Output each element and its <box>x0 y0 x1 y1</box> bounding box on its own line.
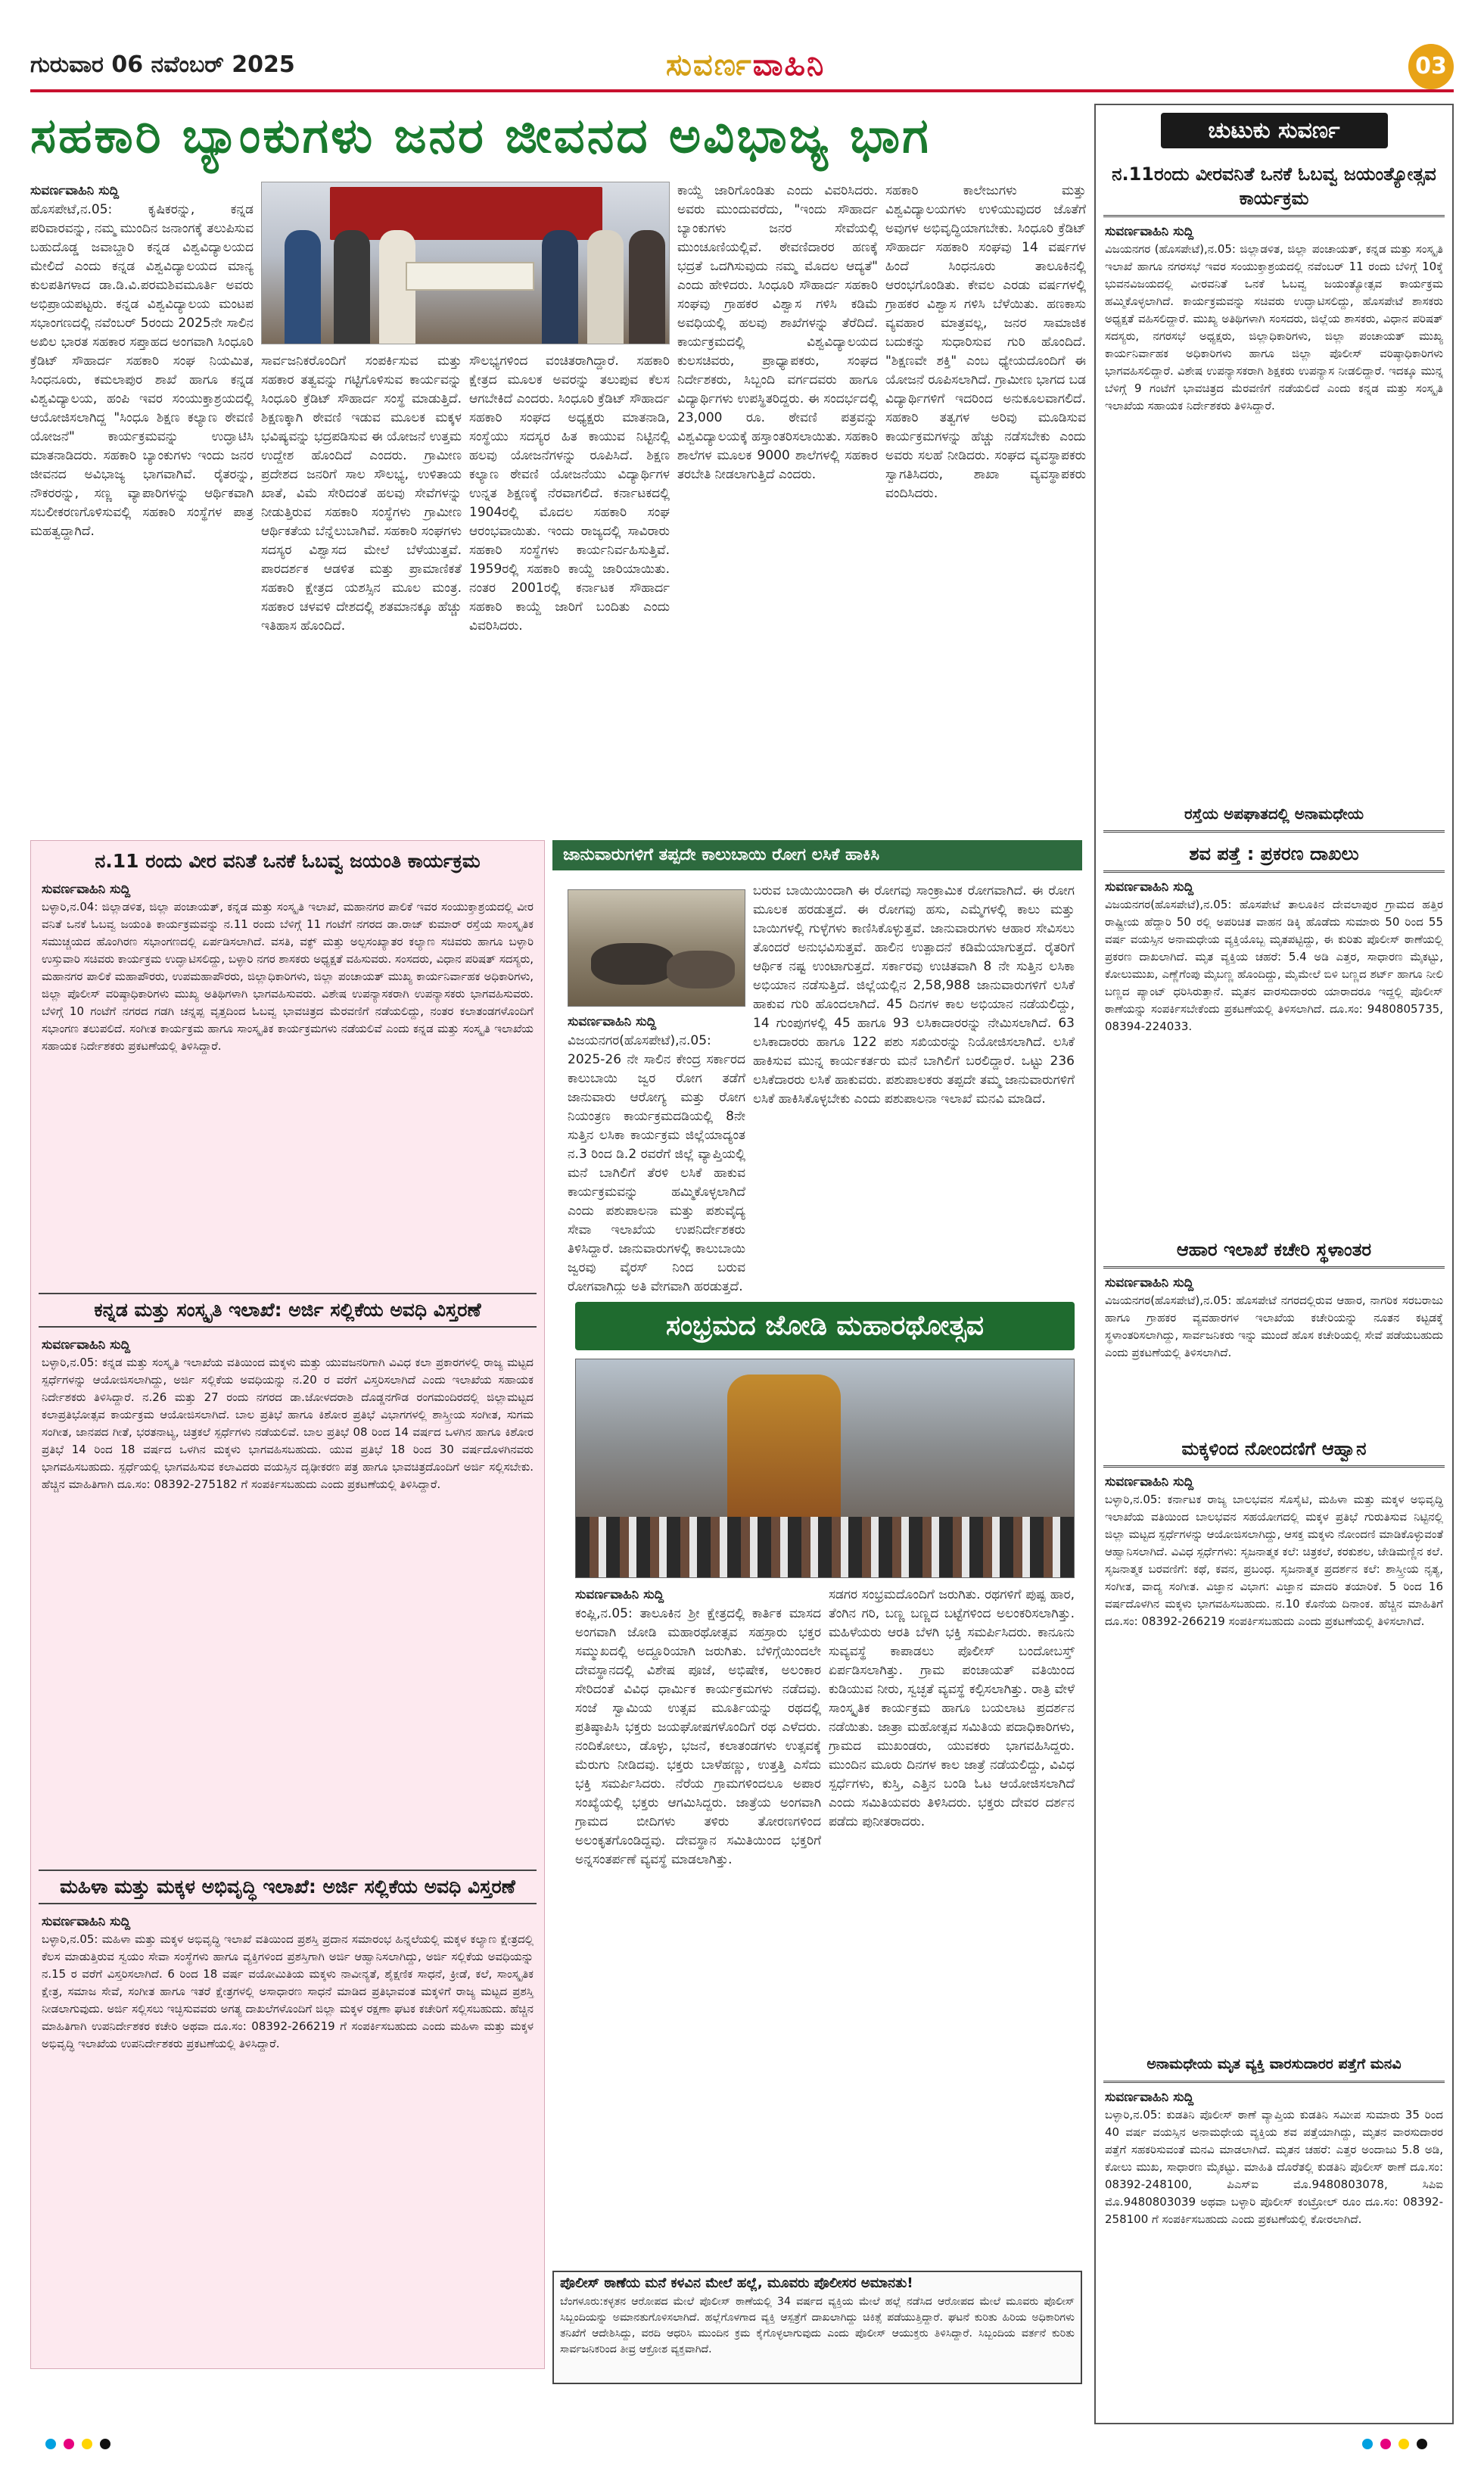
police-news-heading: ಪೊಲೀಸ್ ಠಾಣೆಯ ಮನೆ ಕಳವಿನ ಮೇಲೆ ಹಲ್ಲೆ, ಮೂವರು ಪೊಲೀಸರ ಅಮಾನತು! <box>560 2275 913 2291</box>
lead-text-3: ಸೌಲಭ್ಯಗಳಿಂದ ವಂಚಿತರಾಗಿದ್ದಾರೆ. ಸಹಕಾರಿ ಕ್ಷೇತ್ರದ ಮೂಲಕ ಅವರನ್ನು ತಲುಪುವ ಕೆಲಸ ಆಗಬೇಕಿದೆ ಎಂದರು. ಸಿಂಧೂರಿ ಕ್ರೆಡಿಟ್ ಸೌಹಾರ್ದ ಸಹಕಾರಿ ಸಂಘದ ಅಧ್ಯಕ್ಷರು ಮಾತನಾಡಿ, ಸಂಸ್ಥೆಯು ಸದಸ್ಯರ ಹಿತ ಕಾಯುವ ನಿಟ್ಟಿನಲ್ಲಿ ಹಲವು ಯೋಜನೆಗಳನ್ನು ರೂಪಿಸಿದೆ. ಶಿಕ್ಷಣ ಕಲ್ಯಾಣ ಠೇವಣಿ ಯೋಜನೆಯು ವಿದ್ಯಾರ್ಥಿಗಳ ಉನ್ನತ ಶಿಕ್ಷಣಕ್ಕೆ ನೆರವಾಗಲಿದೆ. ಕರ್ನಾಟಕದಲ್ಲಿ 1904ರಲ್ಲಿ ಮೊದಲ ಸಹಕಾರಿ ಸಂಘ ಆರಂಭವಾಯಿತು. ಇಂದು ರಾಜ್ಯದಲ್ಲಿ ಸಾವಿರಾರು ಸಹಕಾರಿ ಸಂಸ್ಥೆಗಳು ಕಾರ್ಯನಿರ್ವಹಿಸುತ್ತಿವೆ. 1959ರಲ್ಲಿ ಸಹಕಾರಿ ಕಾಯ್ದೆ ಜಾರಿಯಾಯಿತು. ನಂತರ 2001ರಲ್ಲಿ ಕರ್ನಾಟಕ ಸೌಹಾರ್ದ ಸಹಕಾರಿ ಕಾಯ್ದೆ ಜಾರಿಗೆ ಬಂದಿತು ಎಂದು ವಿವರಿಸಿದರು. <box>469 353 670 634</box>
box-body-1 <box>31 878 544 1287</box>
brief-body <box>1096 1269 1452 1427</box>
brief-text: ಬಳ್ಳಾರಿ,ನ.05: ಕರ್ನಾಟಕ ರಾಜ್ಯ ಬಾಲಭವನ ಸೊಸೈಟಿ, ಮಹಿಳಾ ಮತ್ತು ಮಕ್ಕಳ ಅಭಿವೃದ್ಧಿ ಇಲಾಖೆಯ ವತಿಯಿಂದ ಬಾಲಭವನ ಸಹಯೋಗದಲ್ಲಿ ಮಕ್ಕಳ ಪ್ರತಿಭೆ ಗುರುತಿಸುವ ನಿಟ್ಟಿನಲ್ಲಿ ಜಿಲ್ಲಾ ಮಟ್ಟದ ಸ್ಪರ್ಧೆಗಳನ್ನು ಆಯೋಜಿಸಲಾಗಿದ್ದು, ಆಸಕ್ತ ಮಕ್ಕಳು ನೋಂದಣಿ ಮಾಡಿಕೊಳ್ಳುವಂತೆ ಆಹ್ವಾನಿಸಲಾಗಿದೆ. ವಿವಿಧ ಸ್ಪರ್ಧೆಗಳು: ಸೃಜನಾತ್ಮಕ ಕಲೆ: ಚಿತ್ರಕಲೆ, ಕರಕುಶಲ, ಜೇಡಿಮಣ್ಣಿನ ಕಲೆ. ಸೃಜನಾತ್ಮಕ ಬರವಣಿಗೆ: ಕಥೆ, ಕವನ, ಪ್ರಬಂಧ. ಸೃಜನಾತ್ಮಕ ಪ್ರದರ್ಶನ ಕಲೆ: ಶಾಸ್ತ್ರೀಯ ನೃತ್ಯ, ಸಂಗೀತ, ವಾದ್ಯ ಸಂಗೀತ. ವಿಜ್ಞಾನ ವಿಭಾಗ: ವಿಜ್ಞಾನ ಮಾದರಿ ತಯಾರಿಕೆ. 5 ರಿಂದ 16 ವರ್ಷದೊಳಗಿನ ಮಕ್ಕಳು ಭಾಗವಹಿಸಬಹುದು. ನ.10 ಕೊನೆಯ ದಿನಾಂಕ. ಹೆಚ್ಚಿನ ಮಾಹಿತಿಗೆ ದೂ.ಸಂ: 08392-266219 ಸಂಪರ್ಕಿಸಬಹುದು ಎಂದು ಪ್ರಕಟಣೆಯಲ್ಲಿ ತಿಳಿಸಲಾಗಿದೆ. <box>1105 1493 1444 1628</box>
cattle-photo <box>568 889 745 1007</box>
page-number: 03 <box>1408 44 1454 89</box>
brief-byline: ಸುವರ್ಣವಾಹಿನಿ ಸುದ್ದಿ <box>1105 1474 1194 1490</box>
brief-text: ವಿಜಯನಗರ (ಹೊಸಪೇಟೆ),ನ.05: ಜಿಲ್ಲಾಡಳಿತ, ಜಿಲ್ಲಾ ಪಂಚಾಯತ್, ಕನ್ನಡ ಮತ್ತು ಸಂಸ್ಕೃತಿ ಇಲಾಖೆ ಹಾಗೂ ನಗರಸಭೆ ಇವರ ಸಂಯುಕ್ತಾಶ್ರಯದಲ್ಲಿ ನವೆಂಬರ್ 11 ರಂದು ಬೆಳಿಗ್ಗೆ 10ಕ್ಕೆ ಭುವನವಿಜಯದಲ್ಲಿ ವೀರವನಿತೆ ಒನಕೆ ಓಬವ್ವ ಜಯಂತ್ಯೋತ್ಸವ ಕಾರ್ಯಕ್ರಮ ಹಮ್ಮಿಕೊಳ್ಳಲಾಗಿದೆ. ಕಾರ್ಯಕ್ರಮವನ್ನು ಸಚಿವರು ಉದ್ಘಾಟಿಸಲಿದ್ದು, ಹೊಸಪೇಟೆ ಶಾಸಕರು ಅಧ್ಯಕ್ಷತೆ ವಹಿಸಲಿದ್ದಾರೆ. ಮುಖ್ಯ ಅತಿಥಿಗಳಾಗಿ ಸಂಸದರು, ಜಿಲ್ಲೆಯ ಶಾಸಕರು, ವಿಧಾನ ಪರಿಷತ್ ಸದಸ್ಯರು, ನಗರಸಭೆ ಅಧ್ಯಕ್ಷರು, ಜಿಲ್ಲಾಧಿಕಾರಿಗಳು, ಜಿಲ್ಲಾ ಪಂಚಾಯತ್ ಮುಖ್ಯ ಕಾರ್ಯನಿರ್ವಾಹಕ ಅಧಿಕಾರಿಗಳು ಹಾಗೂ ಜಿಲ್ಲಾ ಪೊಲೀಸ್ ವರಿಷ್ಠಾಧಿಕಾರಿಗಳು ಭಾಗವಹಿಸಲಿದ್ದಾರೆ. ವಿಶೇಷ ಉಪನ್ಯಾಸಕರಾಗಿ ಶಿಕ್ಷಕರು ಉಪನ್ಯಾಸ ನೀಡಲಿದ್ದಾರೆ. ಇದಕ್ಕೂ ಮುನ್ನ ಬೆಳಿಗ್ಗೆ 9 ಗಂಟೆಗೆ ಭಾವಚಿತ್ರದ ಮೆರವಣಿಗೆ ನಡೆಯಲಿದೆ ಎಂದು ಕನ್ನಡ ಮತ್ತು ಸಂಸ್ಕೃತಿ ಇಲಾಖೆಯ ಸಹಾಯಕ ನಿರ್ದೇಶಕರು ತಿಳಿಸಿದ್ದಾರೆ. <box>1105 242 1443 413</box>
box-byline: ಸುವರ್ಣವಾಹಿನಿ ಸುದ್ದಿ <box>42 1914 131 1929</box>
brief-body <box>1096 873 1452 1228</box>
lead-col-1 <box>30 182 254 833</box>
cow-figure <box>667 951 735 988</box>
fest-text-1: ಕಂಪ್ಲಿ,ನ.05: ತಾಲೂಕಿನ ಶ್ರೀ ಕ್ಷೇತ್ರದಲ್ಲಿ ಕಾರ್ತಿಕ ಮಾಸದ ಅಂಗವಾಗಿ ಜೋಡಿ ಮಹಾರಥೋತ್ಸವ ಸಹಸ್ರಾರು ಭಕ್ತರ ಸಮ್ಮುಖದಲ್ಲಿ ಅದ್ದೂರಿಯಾಗಿ ಜರುಗಿತು. ಬೆಳಿಗ್ಗೆಯಿಂದಲೇ ದೇವಸ್ಥಾನದಲ್ಲಿ ವಿಶೇಷ ಪೂಜೆ, ಅಭಿಷೇಕ, ಅಲಂಕಾರ ಸೇರಿದಂತೆ ವಿವಿಧ ಧಾರ್ಮಿಕ ಕಾರ್ಯಕ್ರಮಗಳು ನಡೆದವು. ಸಂಜೆ ಸ್ವಾಮಿಯ ಉತ್ಸವ ಮೂರ್ತಿಯನ್ನು ರಥದಲ್ಲಿ ಪ್ರತಿಷ್ಠಾಪಿಸಿ ಭಕ್ತರು ಜಯಘೋಷಗಳೊಂದಿಗೆ ರಥ ಎಳೆದರು. ನಂದಿಕೋಲು, ಡೊಳ್ಳು, ಭಜನೆ, ಕಲಾತಂಡಗಳು ಉತ್ಸವಕ್ಕೆ ಮೆರುಗು ನೀಡಿದವು. ಭಕ್ತರು ಬಾಳೆಹಣ್ಣು, ಉತ್ತತ್ತಿ ಎಸೆದು ಭಕ್ತಿ ಸಮರ್ಪಿಸಿದರು. ನೆರೆಯ ಗ್ರಾಮಗಳಿಂದಲೂ ಅಪಾರ ಸಂಖ್ಯೆಯಲ್ಲಿ ಭಕ್ತರು ಆಗಮಿಸಿದ್ದರು. ಜಾತ್ರೆಯ ಅಂಗವಾಗಿ ಗ್ರಾಮದ ಬೀದಿಗಳು ತಳಿರು ತೋರಣಗಳಿಂದ ಅಲಂಕೃತಗೊಂಡಿದ್ದವು. ದೇವಸ್ಥಾನ ಸಮಿತಿಯಿಂದ ಭಕ್ತರಿಗೆ ಅನ್ನಸಂತರ್ಪಣೆ ವ್ಯವಸ್ಥೆ ಮಾಡಲಾಗಿತ್ತು. <box>575 1606 821 1867</box>
cattle-col-2 <box>753 882 1075 1294</box>
box-body-3 <box>31 1910 544 2289</box>
sidebar-title: ಚುಟುಕು ಸುವರ್ಣ <box>1161 113 1388 148</box>
cattle-text-1: ವಿಜಯನಗರ(ಹೊಸಪೇಟೆ),ನ.05: 2025-26 ನೇ ಸಾಲಿನ ಕೇಂದ್ರ ಸರ್ಕಾರದ ಕಾಲುಬಾಯಿ ಜ್ವರ ರೋಗ ತಡೆಗೆ ಜಾನುವಾರು ಆರೋಗ್ಯ ಮತ್ತು ರೋಗ ನಿಯಂತ್ರಣ ಕಾರ್ಯಕ್ರಮದಡಿಯಲ್ಲಿ 8ನೇ ಸುತ್ತಿನ ಲಸಿಕಾ ಕಾರ್ಯಕ್ರಮ ಜಿಲ್ಲೆಯಾದ್ಯಂತ ನ.3 ರಿಂದ ಡಿ.2 ರವರೆಗೆ ಜಿಲ್ಲೆ ವ್ಯಾಪ್ತಿಯಲ್ಲಿ ಮನೆ ಬಾಗಿಲಿಗೆ ತೆರಳಿ ಲಸಿಕೆ ಹಾಕುವ ಕಾರ್ಯಕ್ರಮವನ್ನು ಹಮ್ಮಿಕೊಳ್ಳಲಾಗಿದೆ ಎಂದು ಪಶುಪಾಲನಾ ಮತ್ತು ಪಶುವೈದ್ಯ ಸೇವಾ ಇಲಾಖೆಯ ಉಪನಿರ್ದೇಶಕರು ತಿಳಿಸಿದ್ದಾರೆ. ಜಾನುವಾರುಗಳಲ್ಲಿ ಕಾಲುಬಾಯಿ ಜ್ವರವು ವೈರಸ್ ನಿಂದ ಬರುವ ರೋಗವಾಗಿದ್ದು ಅತಿ ವೇಗವಾಗಿ ಹರಡುತ್ತದೆ. <box>568 1033 745 1294</box>
registration-dot <box>1380 2439 1391 2449</box>
box-text-1: ಬಳ್ಳಾರಿ,ನ.04: ಜಿಲ್ಲಾಡಳಿತ, ಜಿಲ್ಲಾ ಪಂಚಾಯತ್, ಕನ್ನಡ ಮತ್ತು ಸಂಸ್ಕೃತಿ ಇಲಾಖೆ, ಮಹಾನಗರ ಪಾಲಿಕೆ ಇವರ ಸಂಯುಕ್ತಾಶ್ರಯದಲ್ಲಿ ವೀರ ವನಿತೆ ಒನಕೆ ಓಬವ್ವ ಜಯಂತಿ ಕಾರ್ಯಕ್ರಮವನ್ನು ನ.11 ರಂದು ಬೆಳಿಗ್ಗೆ 11 ಗಂಟೆಗೆ ನಗರದ ಡಾ.ರಾಜ್ ಕುಮಾರ್ ರಸ್ತೆಯ ಸಾಂಸ್ಕೃತಿಕ ಸಮುಚ್ಚಯದ ಹೊಂಗಿರಣ ಸಭಾಂಗಣದಲ್ಲಿ ಏರ್ಪಡಿಸಲಾಗಿದೆ. ವಸತಿ, ವಕ್ಫ್ ಮತ್ತು ಅಲ್ಪಸಂಖ್ಯಾತರ ಕಲ್ಯಾಣ ಸಚಿವರು ಹಾಗೂ ಬಳ್ಳಾರಿ ಉಸ್ತುವಾರಿ ಸಚಿವರು ಕಾರ್ಯಕ್ರಮ ಉದ್ಘಾಟಿಸಲಿದ್ದು, ಬಳ್ಳಾರಿ ನಗರ ಶಾಸಕರು ಅಧ್ಯಕ್ಷತೆ ವಹಿಸುವರು. ಸಂಸದರು, ವಿಧಾನ ಪರಿಷತ್ ಸದಸ್ಯರು, ಮಹಾನಗರ ಪಾಲಿಕೆ ಮಹಾಪೌರರು, ಉಪಮಹಾಪೌರರು, ಜಿಲ್ಲಾಧಿಕಾರಿಗಳು, ಜಿಲ್ಲಾ ಪಂಚಾಯತ್ ಮುಖ್ಯ ಕಾರ್ಯನಿರ್ವಾಹಕ ಅಧಿಕಾರಿಗಳು, ಜಿಲ್ಲಾ ಪೊಲೀಸ್ ವರಿಷ್ಠಾಧಿಕಾರಿಗಳು ಮುಖ್ಯ ಅತಿಥಿಗಳಾಗಿ ಭಾಗವಹಿಸುವರು. ವಿಶೇಷ ಉಪನ್ಯಾಸಕರಾಗಿ ಉಪನ್ಯಾಸಕರು ಭಾಗವಹಿಸುವರು. ಬೆಳಿಗ್ಗೆ 10 ಗಂಟೆಗೆ ನಗರದ ಗಡಗಿ ಚನ್ನಪ್ಪ ವೃತ್ತದಿಂದ ಓಬವ್ವ ಭಾವಚಿತ್ರದ ಮೆರವಣಿಗೆ ನಡೆಯಲಿದ್ದು, ನಂತರ ಕಲಾತಂಡಗಳೊಂದಿಗೆ ಸಭಾಂಗಣ ತಲುಪಲಿದೆ. ಸಂಗೀತ ಕಾರ್ಯಕ್ರಮ ಹಾಗೂ ಸಾಂಸ್ಕೃತಿಕ ಕಾರ್ಯಕ್ರಮಗಳು ನಡೆಯಲಿವೆ ಎಂದು ಕನ್ನಡ ಮತ್ತು ಸಂಸ್ಕೃತಿ ಇಲಾಖೆಯ ಸಹಾಯಕ ನಿರ್ದೇಶಕರು ಪ್ರಕಟಣೆಯಲ್ಲಿ ತಿಳಿಸಿದ್ದಾರೆ. <box>42 900 534 1053</box>
cow-figure <box>591 943 674 985</box>
brief-text: ಬಳ್ಳಾರಿ,ನ.05: ಕುಡತಿನಿ ಪೊಲೀಸ್ ಠಾಣೆ ವ್ಯಾಪ್ತಿಯ ಕುಡತಿನಿ ಸಮೀಪ ಸುಮಾರು 35 ರಿಂದ 40 ವರ್ಷ ವಯಸ್ಸಿನ ಅನಾಮಧೇಯ ವ್ಯಕ್ತಿಯ ಶವ ಪತ್ತೆಯಾಗಿದ್ದು, ಮೃತನ ವಾರಸುದಾರರ ಪತ್ತೆಗೆ ಸಹಕರಿಸುವಂತೆ ಮನವಿ ಮಾಡಲಾಗಿದೆ. ಮೃತನ ಚಹರೆ: ಎತ್ತರ ಅಂದಾಜು 5.8 ಅಡಿ, ಕೋಲು ಮುಖ, ಸಾಧಾರಣ ಮೈಕಟ್ಟು. ಮಾಹಿತಿ ದೊರೆತಲ್ಲಿ ಕುಡತಿನಿ ಪೊಲೀಸ್ ಠಾಣೆ ದೂ.ಸಂ: 08392-248100, ಪಿಎಸ್ಐ ಮೊ.9480803078, ಸಿಪಿಐ ಮೊ.9480803039 ಅಥವಾ ಬಳ್ಳಾರಿ ಪೊಲೀಸ್ ಕಂಟ್ರೋಲ್ ರೂಂ ದೂ.ಸಂ: 08392-258100 ಗೆ ಸಂಪರ್ಕಿಸಬಹುದು ಎಂದು ಪ್ರಕಟಣೆಯಲ್ಲಿ ಕೋರಲಾಗಿದೆ. <box>1105 2108 1443 2226</box>
box-byline: ಸುವರ್ಣವಾಹಿನಿ ಸುದ್ದಿ <box>42 1337 131 1353</box>
cattle-col-1 <box>568 1013 745 1294</box>
lead-col-4 <box>677 182 878 833</box>
brief-body <box>1096 217 1452 792</box>
box-body-2 <box>31 1334 544 1863</box>
registration-dot <box>64 2439 74 2449</box>
cattle-text-2: ಬರುವ ಬಾಯಿಯಿಂದಾಗಿ ಈ ರೋಗವು ಸಾಂಕ್ರಾಮಿಕ ರೋಗವಾಗಿದೆ. ಈ ರೋಗ ಮೂಲಕ ಹರಡುತ್ತದೆ. ಈ ರೋಗವು ಹಸು, ಎಮ್ಮೆಗಳಲ್ಲಿ ಕಾಲು ಮತ್ತು ಬಾಯಿಗಳಲ್ಲಿ ಗುಳ್ಳೆಗಳು ಕಾಣಿಸಿಕೊಳ್ಳುತ್ತವೆ. ಜಾನುವಾರುಗಳು ಆಹಾರ ಸೇವಿಸಲು ತೊಂದರೆ ಅನುಭವಿಸುತ್ತವೆ. ಹಾಲಿನ ಉತ್ಪಾದನೆ ಕಡಿಮೆಯಾಗುತ್ತದೆ. ರೈತರಿಗೆ ಆರ್ಥಿಕ ನಷ್ಟ ಉಂಟಾಗುತ್ತದೆ. ಸರ್ಕಾರವು ಉಚಿತವಾಗಿ 8 ನೇ ಸುತ್ತಿನ ಲಸಿಕಾ ಅಭಿಯಾನ ನಡೆಸುತ್ತಿದೆ. ಜಿಲ್ಲೆಯಲ್ಲಿನ 2,58,988 ಜಾನುವಾರುಗಳಿಗೆ ಲಸಿಕೆ ಹಾಕುವ ಗುರಿ ಹೊಂದಲಾಗಿದೆ. 45 ದಿನಗಳ ಕಾಲ ಅಭಿಯಾನ ನಡೆಯಲಿದ್ದು, 14 ಗುಂಪುಗಳಲ್ಲಿ 45 ಹಾಗೂ 93 ಲಸಿಕಾದಾರರನ್ನು ನೇಮಿಸಲಾಗಿದೆ. 63 ಲಸಿಕಾದಾರರು ಹಾಗೂ 122 ಪಶು ಸಖಿಯರನ್ನು ನಿಯೋಜಿಸಲಾಗಿದೆ. ಲಸಿಕೆ ಹಾಕಿಸುವ ಮುನ್ನ ಕಾರ್ಯಕರ್ತರು ಮನೆ ಬಾಗಿಲಿಗೆ ಬರಲಿದ್ದಾರೆ. ಒಟ್ಟು 236 ಲಸಿಕೆದಾರರು ಲಸಿಕೆ ಹಾಕುವರು. ಪಶುಪಾಲಕರು ತಪ್ಪದೇ ತಮ್ಮ ಜಾನುವಾರುಗಳಿಗೆ ಲಸಿಕೆ ಹಾಕಿಸಿಕೊಳ್ಳಬೇಕು ಎಂದು ಪಶುಪಾಲನಾ ಇಲಾಖೆ ಮನವಿ ಮಾಡಿದೆ. <box>753 883 1075 1107</box>
police-news-text: ಬೆಂಗಳೂರು:ಕಳ್ಳತನ ಆರೋಪದ ಮೇಲೆ ಪೊಲೀಸ್ ಠಾಣೆಯಲ್ಲಿ 34 ವರ್ಷದ ವ್ಯಕ್ತಿಯ ಮೇಲೆ ಹಲ್ಲೆ ನಡೆಸಿದ ಆರೋಪದ ಮೇಲೆ ಮೂವರು ಪೊಲೀಸ್ ಸಿಬ್ಬಂದಿಯನ್ನು ಅಮಾನತುಗೊಳಿಸಲಾಗಿದೆ. ಹಲ್ಲೆಗೊಳಗಾದ ವ್ಯಕ್ತಿ ಆಸ್ಪತ್ರೆಗೆ ದಾಖಲಾಗಿದ್ದು ಚಿಕಿತ್ಸೆ ಪಡೆಯುತ್ತಿದ್ದಾರೆ. ಘಟನೆ ಕುರಿತು ಹಿರಿಯ ಅಧಿಕಾರಿಗಳು ತನಿಖೆಗೆ ಆದೇಶಿಸಿದ್ದು, ವರದಿ ಆಧರಿಸಿ ಮುಂದಿನ ಕ್ರಮ ಕೈಗೊಳ್ಳಲಾಗುವುದು ಎಂದು ಪೊಲೀಸ್ ಆಯುಕ್ತರು ತಿಳಿಸಿದ್ದಾರೆ. ಸಿಬ್ಬಂದಿಯ ವರ್ತನೆ ಕುರಿತು ಸಾರ್ವಜನಿಕರಿಂದ ತೀವ್ರ ಆಕ್ರೋಶ ವ್ಯಕ್ತವಾಗಿದೆ. <box>560 2296 1075 2355</box>
cheque-board <box>406 262 534 291</box>
brief-body <box>1096 2083 1452 2416</box>
lead-photo <box>261 182 670 344</box>
cattle-headline: ಜಾನುವಾರುಗಳಿಗೆ ತಪ್ಪದೇ ಕಾಲುಬಾಯಿ ರೋಗ ಲಸಿಕೆ ಹಾಕಿಸಿ <box>552 840 1082 870</box>
box-subheading-1: ಕನ್ನಡ ಮತ್ತು ಸಂಸ್ಕೃತಿ ಇಲಾಖೆ: ಅರ್ಜಿ ಸಲ್ಲಿಕೆಯ ಅವಧಿ ವಿಸ್ತರಣೆ <box>39 1293 537 1328</box>
brief-heading: ಮಕ್ಕಳಿಂದ ನೋಂದಣಿಗೆ ಆಹ್ವಾನ <box>1103 1427 1445 1468</box>
lead-col-5 <box>885 182 1086 833</box>
festival-photo <box>575 1359 1075 1578</box>
registration-dot <box>1398 2439 1409 2449</box>
brief-body <box>1096 1468 1452 2043</box>
brief-byline: ಸುವರ್ಣವಾಹಿನಿ ಸುದ್ದಿ <box>1105 1275 1194 1290</box>
brief-byline: ಸುವರ್ಣವಾಹಿನಿ ಸುದ್ದಿ <box>1105 224 1194 239</box>
person-figure <box>542 230 578 344</box>
registration-dot <box>45 2439 56 2449</box>
lead-col-3 <box>469 352 670 833</box>
fest-col-1 <box>575 1586 821 2263</box>
brief-text: ವಿಜಯನಗರ(ಹೊಸಪೇಟೆ),ನ.05: ಹೊಸಪೇಟೆ ತಾಲೂಕಿನ ದೇವಲಾಪುರ ಗ್ರಾಮದ ಹತ್ತಿರ ರಾಷ್ಟ್ರೀಯ ಹೆದ್ದಾರಿ 50 ರಲ್ಲಿ ಅಪರಿಚಿತ ವಾಹನ ಡಿಕ್ಕಿ ಹೊಡೆದು ಸುಮಾರು 50 ರಿಂದ 55 ವರ್ಷ ವಯಸ್ಸಿನ ಅನಾಮಧೇಯ ವ್ಯಕ್ತಿಯೊಬ್ಬ ಮೃತಪಟ್ಟಿದ್ದು, ಈ ಕುರಿತು ಪೊಲೀಸ್ ಠಾಣೆಯಲ್ಲಿ ಪ್ರಕರಣ ದಾಖಲಾಗಿದೆ. ಮೃತ ವ್ಯಕ್ತಿಯ ಚಹರೆ: 5.4 ಅಡಿ ಎತ್ತರ, ಸಾಧಾರಣ ಮೈಕಟ್ಟು, ಕೋಲುಮುಖ, ಎಣ್ಣೆಗೆಂಪು ಮೈಬಣ್ಣ ಹೊಂದಿದ್ದು, ಮೈಮೇಲೆ ಬಿಳಿ ಬಣ್ಣದ ಶರ್ಟ್ ಹಾಗೂ ನೀಲಿ ಬಣ್ಣದ ಪ್ಯಾಂಟ್ ಧರಿಸಿರುತ್ತಾನೆ. ಮೃತನ ವಾರಸುದಾರರು ಯಾರಾದರೂ ಇದ್ದಲ್ಲಿ ಪೊಲೀಸ್ ಠಾಣೆಯನ್ನು ಸಂಪರ್ಕಿಸಬೇಕೆಂದು ಪ್ರಕಟಣೆಯಲ್ಲಿ ತಿಳಿಸಲಾಗಿದೆ. ದೂ.ಸಂ: 9480805735, 08394-224033. <box>1105 898 1443 1033</box>
obavva-jayanti-box <box>30 840 545 2369</box>
crowd-figure <box>576 1517 1075 1577</box>
box-heading: ನ.11 ರಂದು ವೀರ ವನಿತೆ ಒನಕೆ ಓಬವ್ವ ಜಯಂತಿ ಕಾರ್ಯಕ್ರಮ <box>95 850 481 872</box>
registration-dot <box>100 2439 110 2449</box>
lead-byline: ಸುವರ್ಣವಾಹಿನಿ ಸುದ್ದಿ <box>30 183 120 198</box>
masthead <box>30 47 1454 92</box>
fest-text-2: ಸಡಗರ ಸಂಭ್ರಮದೊಂದಿಗೆ ಜರುಗಿತು. ರಥಗಳಿಗೆ ಪುಷ್ಪ ಹಾರ, ತೆಂಗಿನ ಗರಿ, ಬಣ್ಣ ಬಣ್ಣದ ಬಟ್ಟೆಗಳಿಂದ ಅಲಂಕರಿಸಲಾಗಿತ್ತು. ಮಹಿಳೆಯರು ಆರತಿ ಬೆಳಗಿ ಭಕ್ತಿ ಸಮರ್ಪಿಸಿದರು. ಕಾನೂನು ಸುವ್ಯವಸ್ಥೆ ಕಾಪಾಡಲು ಪೊಲೀಸ್ ಬಂದೋಬಸ್ತ್ ಏರ್ಪಡಿಸಲಾಗಿತ್ತು. ಗ್ರಾಮ ಪಂಚಾಯತ್ ವತಿಯಿಂದ ಕುಡಿಯುವ ನೀರು, ಸ್ವಚ್ಛತೆ ವ್ಯವಸ್ಥೆ ಕಲ್ಪಿಸಲಾಗಿತ್ತು. ರಾತ್ರಿ ವೇಳೆ ಸಾಂಸ್ಕೃತಿಕ ಕಾರ್ಯಕ್ರಮ ಹಾಗೂ ಬಯಲಾಟ ಪ್ರದರ್ಶನ ನಡೆಯಿತು. ಜಾತ್ರಾ ಮಹೋತ್ಸವ ಸಮಿತಿಯ ಪದಾಧಿಕಾರಿಗಳು, ಗ್ರಾಮದ ಮುಖಂಡರು, ಯುವಕರು ಭಾಗವಹಿಸಿದ್ದರು. ಮುಂದಿನ ಮೂರು ದಿನಗಳ ಕಾಲ ಜಾತ್ರೆ ನಡೆಯಲಿದ್ದು, ವಿವಿಧ ಸ್ಪರ್ಧೆಗಳು, ಕುಸ್ತಿ, ಎತ್ತಿನ ಬಂಡಿ ಓಟ ಆಯೋಜಿಸಲಾಗಿದೆ ಎಂದು ಸಮಿತಿಯವರು ತಿಳಿಸಿದರು. ಭಕ್ತರು ದೇವರ ದರ್ಶನ ಪಡೆದು ಪುನೀತರಾದರು. <box>829 1587 1075 1829</box>
sidebar-briefs <box>1094 104 1454 2424</box>
brand-right: ವಾಹಿನಿ <box>752 47 826 83</box>
person-figure <box>629 230 665 344</box>
lead-text-1: ಹೊಸಪೇಟೆ,ನ.05: ಕೃಷಿಕರನ್ನು, ಕನ್ನಡ ಪರಿವಾರವನ್ನು, ನಮ್ಮ ಮುಂದಿನ ಜನಾಂಗಕ್ಕೆ ತಲುಪಿಸುವ ಬಹುದೊಡ್ಡ ಜವಾಬ್ದಾರಿ ಕನ್ನಡ ವಿಶ್ವವಿದ್ಯಾಲಯದ ಮೇಲಿದೆ ಎಂದು ಕನ್ನಡ ವಿಶ್ವವಿದ್ಯಾಲಯದ ಮಾನ್ಯ ಕುಲಪತಿಗಳಾದ ಡಾ.ಡಿ.ವಿ.ಪರಮಶಿವಮೂರ್ತಿ ಅವರು ಅಭಿಪ್ರಾಯಪಟ್ಟರು. ಕನ್ನಡ ವಿಶ್ವವಿದ್ಯಾಲಯ ಮಂಟಪ ಸಭಾಂಗಣದಲ್ಲಿ ನವೆಂಬರ್ 5ರಂದು 2025ನೇ ಸಾಲಿನ ಅಖಿಲ ಭಾರತ ಸಹಕಾರ ಸಪ್ತಾಹದ ಅಂಗವಾಗಿ ಸಿಂಧೂರಿ ಕ್ರೆಡಿಟ್ ಸೌಹಾರ್ದ ಸಹಕಾರಿ ಸಂಘ ನಿಯಮಿತ, ಸಿಂಧನೂರು, ಕಮಲಾಪುರ ಶಾಖೆ ಹಾಗೂ ಕನ್ನಡ ವಿಶ್ವವಿದ್ಯಾಲಯ, ಹಂಪಿ ಇವರ ಸಂಯುಕ್ತಾಶ್ರಯದಲ್ಲಿ ಆಯೋಜಿಸಲಾಗಿದ್ದ "ಸಿಂಧೂ ಶಿಕ್ಷಣ ಕಲ್ಯಾಣ ಠೇವಣಿ ಯೋಜನೆ" ಕಾರ್ಯಕ್ರಮವನ್ನು ಉದ್ಘಾಟಿಸಿ ಮಾತನಾಡಿದರು. ಸಹಕಾರಿ ಬ್ಯಾಂಕುಗಳು ಇಂದು ಜನರ ಜೀವನದ ಅವಿಭಾಜ್ಯ ಭಾಗವಾಗಿವೆ. ರೈತರನ್ನು, ನೌಕರರನ್ನು, ಸಣ್ಣ ವ್ಯಾಪಾರಿಗಳನ್ನು ಆರ್ಥಿಕವಾಗಿ ಸಬಲೀಕರಣಗೊಳಿಸುವಲ್ಲಿ ಸಹಕಾರಿ ಸಂಸ್ಥೆಗಳ ಪಾತ್ರ ಮಹತ್ವದ್ದಾಗಿದೆ. <box>30 202 254 539</box>
brief-text: ವಿಜಯನಗರ(ಹೊಸಪೇಟೆ),ನ.05: ಹೊಸಪೇಟೆ ನಗರದಲ್ಲಿರುವ ಆಹಾರ, ನಾಗರಿಕ ಸರಬರಾಜು ಹಾಗೂ ಗ್ರಾಹಕರ ವ್ಯವಹಾರಗಳ ಇಲಾಖೆಯ ಕಚೇರಿಯನ್ನು ನೂತನ ಕಟ್ಟಡಕ್ಕೆ ಸ್ಥಳಾಂತರಿಸಲಾಗಿದ್ದು, ಸಾರ್ವಜನಿಕರು ಇನ್ನು ಮುಂದೆ ಹೊಸ ಕಚೇರಿಯಲ್ಲಿ ಸೇವೆ ಪಡೆಯಬಹುದು ಎಂದು ಪ್ರಕಟಣೆಯಲ್ಲಿ ತಿಳಿಸಲಾಗಿದೆ. <box>1105 1294 1443 1359</box>
brief-heading: ಅನಾಮಧೇಯ ಮೃತ ವ್ಯಕ್ತಿ ವಾರಸುದಾರರ ಪತ್ತೆಗೆ ಮನವಿ <box>1103 2043 1445 2083</box>
lead-text-4: ಕಾಯ್ದೆ ಜಾರಿಗೊಂಡಿತು ಎಂದು ವಿವರಿಸಿದರು. ಅವರು ಮುಂದುವರೆದು, "ಇಂದು ಸೌಹಾರ್ದ ಬ್ಯಾಂಕುಗಳು ಜನರ ಸೇವೆಯಲ್ಲಿ ಮುಂಚೂಣಿಯಲ್ಲಿವೆ. ಠೇವಣಿದಾರರ ಹಣಕ್ಕೆ ಭದ್ರತೆ ಒದಗಿಸುವುದು ನಮ್ಮ ಮೊದಲ ಆದ್ಯತೆ" ಎಂದು ಹೇಳಿದರು. ಸಿಂಧೂರಿ ಸೌಹಾರ್ದ ಸಹಕಾರಿ ಸಂಘವು ಗ್ರಾಹಕರ ವಿಶ್ವಾಸ ಗಳಿಸಿ ಕಡಿಮೆ ಅವಧಿಯಲ್ಲಿ ಹಲವು ಶಾಖೆಗಳನ್ನು ತೆರೆದಿದೆ. ಕಾರ್ಯಕ್ರಮದಲ್ಲಿ ವಿಶ್ವವಿದ್ಯಾಲಯದ ಕುಲಸಚಿವರು, ಪ್ರಾಧ್ಯಾಪಕರು, ಸಂಘದ ನಿರ್ದೇಶಕರು, ಸಿಬ್ಬಂದಿ ವರ್ಗದವರು ಹಾಗೂ ವಿದ್ಯಾರ್ಥಿಗಳು ಉಪಸ್ಥಿತರಿದ್ದರು. ಈ ಸಂದರ್ಭದಲ್ಲಿ 23,000 ರೂ. ಠೇವಣಿ ಪತ್ರವನ್ನು ವಿಶ್ವವಿದ್ಯಾಲಯಕ್ಕೆ ಹಸ್ತಾಂತರಿಸಲಾಯಿತು. ಸಹಕಾರಿ ಶಾಲೆಗಳ ಮೂಲಕ 9000 ಶಾಲೆಗಳಲ್ಲಿ ಸಹಕಾರ ತರಬೇತಿ ನೀಡಲಾಗುತ್ತಿದೆ ಎಂದರು. <box>677 183 878 482</box>
brief-byline: ಸುವರ್ಣವಾಹಿನಿ ಸುದ್ದಿ <box>1105 2090 1194 2105</box>
person-figure <box>587 230 624 344</box>
box-text-3: ಬಳ್ಳಾರಿ,ನ.05: ಮಹಿಳಾ ಮತ್ತು ಮಕ್ಕಳ ಅಭಿವೃದ್ಧಿ ಇಲಾಖೆ ವತಿಯಿಂದ ಪ್ರಶಸ್ತಿ ಪ್ರದಾನ ಸಮಾರಂಭ ಹಿನ್ನಲೆಯಲ್ಲಿ ಮಕ್ಕಳ ಕಲ್ಯಾಣ ಕ್ಷೇತ್ರದಲ್ಲಿ ಕೆಲಸ ಮಾಡುತ್ತಿರುವ ಸ್ವಯಂ ಸೇವಾ ಸಂಸ್ಥೆಗಳು ಹಾಗೂ ವ್ಯಕ್ತಿಗಳಿಂದ ಪ್ರಶಸ್ತಿಗಾಗಿ ಅರ್ಜಿ ಆಹ್ವಾನಿಸಲಾಗಿದ್ದು, ಅರ್ಜಿ ಸಲ್ಲಿಕೆಯ ಅವಧಿಯನ್ನು ನ.15 ರ ವರೆಗೆ ವಿಸ್ತರಿಸಲಾಗಿದೆ. 6 ರಿಂದ 18 ವರ್ಷ ವಯೋಮಿತಿಯ ಮಕ್ಕಳು ನಾವೀನ್ಯತೆ, ಶೈಕ್ಷಣಿಕ ಸಾಧನೆ, ಕ್ರೀಡೆ, ಕಲೆ, ಸಾಂಸ್ಕೃತಿಕ ಕ್ಷೇತ್ರ, ಸಮಾಜ ಸೇವೆ, ಸಂಗೀತ ಹಾಗೂ ಇತರೆ ಕ್ಷೇತ್ರಗಳಲ್ಲಿ ಅಸಾಧಾರಣ ಸಾಧನೆ ಮಾಡಿದ ಪ್ರತಿಭಾವಂತ ಮಕ್ಕಳಿಗೆ ರಾಜ್ಯ ಮಟ್ಟದ ಪ್ರಶಸ್ತಿ ನೀಡಲಾಗುವುದು. ಅರ್ಜಿ ಸಲ್ಲಿಸಲು ಇಚ್ಛಿಸುವವರು ಅಗತ್ಯ ದಾಖಲೆಗಳೊಂದಿಗೆ ಜಿಲ್ಲಾ ಮಕ್ಕಳ ರಕ್ಷಣಾ ಘಟಕ ಕಚೇರಿಗೆ ಸಲ್ಲಿಸಬಹುದು. ಹೆಚ್ಚಿನ ಮಾಹಿತಿಗಾಗಿ ಉಪನಿರ್ದೇಶಕರ ಕಚೇರಿ ಅಥವಾ ದೂ.ಸಂ: 08392-266219 ಗೆ ಸಂಪರ್ಕಿಸಬಹುದು ಎಂದು ಮಹಿಳಾ ಮತ್ತು ಮಕ್ಕಳ ಅಭಿವೃದ್ಧಿ ಇಲಾಖೆಯ ಉಪನಿರ್ದೇಶಕರು ಪ್ರಕಟಣೆಯಲ್ಲಿ ತಿಳಿಸಿದ್ದಾರೆ. <box>42 1932 534 2050</box>
newspaper-logo <box>666 47 825 83</box>
brand-left: ಸುವರ್ಣ <box>666 47 753 83</box>
fest-col-2 <box>829 1586 1075 2263</box>
registration-dot <box>82 2439 92 2449</box>
brief-byline: ಸುವರ್ಣವಾಹಿನಿ ಸುದ್ದಿ <box>1105 880 1194 895</box>
police-news-box <box>552 2271 1082 2384</box>
registration-dot <box>1362 2439 1373 2449</box>
lead-col-2 <box>261 352 462 833</box>
brief-kicker: ರಸ್ತೆಯ ಅಪಘಾತದಲ್ಲಿ ಅನಾಮಧೇಯ <box>1103 792 1445 833</box>
brief-heading: ಆಹಾರ ಇಲಾಖೆ ಕಚೇರಿ ಸ್ಥಳಾಂತರ <box>1103 1228 1445 1269</box>
lead-text-2: ಸಾರ್ವಜನಿಕರೊಂದಿಗೆ ಸಂಪರ್ಕಿಸುವ ಮತ್ತು ಸಹಕಾರ ತತ್ವವನ್ನು ಗಟ್ಟಿಗೊಳಿಸುವ ಕಾರ್ಯವನ್ನು ಸಿಂಧೂರಿ ಕ್ರೆಡಿಟ್ ಸೌಹಾರ್ದ ಸಂಸ್ಥೆ ಮಾಡುತ್ತಿದೆ. ಶಿಕ್ಷಣಕ್ಕಾಗಿ ಠೇವಣಿ ಇಡುವ ಮೂಲಕ ಮಕ್ಕಳ ಭವಿಷ್ಯವನ್ನು ಭದ್ರಪಡಿಸುವ ಈ ಯೋಜನೆ ಉತ್ತಮ ಉದ್ದೇಶ ಹೊಂದಿದೆ ಎಂದರು. ಗ್ರಾಮೀಣ ಪ್ರದೇಶದ ಜನರಿಗೆ ಸಾಲ ಸೌಲಭ್ಯ, ಉಳಿತಾಯ ಖಾತೆ, ವಿಮೆ ಸೇರಿದಂತೆ ಹಲವು ಸೇವೆಗಳನ್ನು ನೀಡುತ್ತಿರುವ ಸಹಕಾರಿ ಸಂಸ್ಥೆಗಳು ಗ್ರಾಮೀಣ ಆರ್ಥಿಕತೆಯ ಬೆನ್ನೆಲುಬಾಗಿವೆ. ಸಹಕಾರಿ ಸಂಘಗಳು ಸದಸ್ಯರ ವಿಶ್ವಾಸದ ಮೇಲೆ ಬೆಳೆಯುತ್ತವೆ. ಪಾರದರ್ಶಕ ಆಡಳಿತ ಮತ್ತು ಪ್ರಾಮಾಣಿಕತೆ ಸಹಕಾರಿ ಕ್ಷೇತ್ರದ ಯಶಸ್ಸಿನ ಮೂಲ ಮಂತ್ರ. ಸಹಕಾರ ಚಳವಳಿ ದೇಶದಲ್ಲಿ ಶತಮಾನಕ್ಕೂ ಹೆಚ್ಚು ಇತಿಹಾಸ ಹೊಂದಿದೆ. <box>261 353 462 634</box>
person-figure <box>285 230 321 344</box>
box-byline: ಸುವರ್ಣವಾಹಿನಿ ಸುದ್ದಿ <box>42 882 131 897</box>
lead-text-5: ಸಹಕಾರಿ ಕಾಲೇಜುಗಳು ಮತ್ತು ವಿಶ್ವವಿದ್ಯಾಲಯಗಳು ಉಳಿಯುವುದರ ಜೊತೆಗೆ ಅವುಗಳ ಅಭಿವೃದ್ಧಿಯಾಗಬೇಕು. ಸಿಂಧೂರಿ ಕ್ರೆಡಿಟ್ ಸೌಹಾರ್ದ ಸಹಕಾರಿ ಸಂಘವು 14 ವರ್ಷಗಳ ಹಿಂದೆ ಸಿಂಧನೂರು ತಾಲೂಕಿನಲ್ಲಿ ಆರಂಭಗೊಂಡಿತು. ಕೇವಲ ಎರಡು ವರ್ಷಗಳಲ್ಲಿ ಗ್ರಾಹಕರ ವಿಶ್ವಾಸ ಗಳಿಸಿ ಬೆಳೆಯಿತು. ಹಣಕಾಸು ವ್ಯವಹಾರ ಮಾತ್ರವಲ್ಲ, ಜನರ ಸಾಮಾಜಿಕ ಬದುಕನ್ನು ಸುಧಾರಿಸುವ ಗುರಿ ಹೊಂದಿದೆ. "ಶಿಕ್ಷಣವೇ ಶಕ್ತಿ" ಎಂಬ ಧ್ಯೇಯದೊಂದಿಗೆ ಈ ಯೋಜನೆ ರೂಪಿಸಲಾಗಿದೆ. ಗ್ರಾಮೀಣ ಭಾಗದ ಬಡ ವಿದ್ಯಾರ್ಥಿಗಳಿಗೆ ಇದರಿಂದ ಅನುಕೂಲವಾಗಲಿದೆ. ಸಹಕಾರಿ ತತ್ವಗಳ ಅರಿವು ಮೂಡಿಸುವ ಕಾರ್ಯಕ್ರಮಗಳನ್ನು ಹೆಚ್ಚು ನಡೆಸಬೇಕು ಎಂದು ಅವರು ಸಲಹೆ ನೀಡಿದರು. ಸಂಘದ ವ್ಯವಸ್ಥಾಪಕರು ಸ್ವಾಗತಿಸಿದರು, ಶಾಖಾ ವ್ಯವಸ್ಥಾಪಕರು ವಂದಿಸಿದರು. <box>885 183 1086 501</box>
main-headline: ಸಹಕಾರಿ ಬ್ಯಾಂಕುಗಳು ಜನರ ಜೀವನದ ಅವಿಭಾಜ್ಯ ಭಾಗ <box>30 107 931 164</box>
brief-heading: ನ.11ರಂದು ವೀರವನಿತೆ ಒನಕೆ ಓಬವ್ವ ಜಯಂತ್ಯೋತ್ಸವ ಕಾರ್ಯಕ್ರಮ <box>1103 153 1445 217</box>
registration-dot <box>1417 2439 1427 2449</box>
cattle-byline: ಸುವರ್ಣವಾಹಿನಿ ಸುದ್ದಿ <box>568 1014 657 1029</box>
fest-byline: ಸುವರ್ಣವಾಹಿನಿ ಸುದ್ದಿ <box>575 1587 664 1602</box>
box-subheading-2: ಮಹಿಳಾ ಮತ್ತು ಮಕ್ಕಳ ಅಭಿವೃದ್ಧಿ ಇಲಾಖೆ: ಅರ್ಜಿ ಸಲ್ಲಿಕೆಯ ಅವಧಿ ವಿಸ್ತರಣೆ <box>39 1870 537 1904</box>
box-text-2: ಬಳ್ಳಾರಿ,ನ.05: ಕನ್ನಡ ಮತ್ತು ಸಂಸ್ಕೃತಿ ಇಲಾಖೆಯ ವತಿಯಿಂದ ಮಕ್ಕಳು ಮತ್ತು ಯುವಜನರಿಗಾಗಿ ವಿವಿಧ ಕಲಾ ಪ್ರಕಾರಗಳಲ್ಲಿ ರಾಜ್ಯ ಮಟ್ಟದ ಸ್ಪರ್ಧೆಗಳನ್ನು ಆಯೋಜಿಸಲಾಗಿದ್ದು, ಅರ್ಜಿ ಸಲ್ಲಿಕೆಯ ಅವಧಿಯನ್ನು ನ.20 ರ ವರೆಗೆ ವಿಸ್ತರಿಸಲಾಗಿದೆ ಎಂದು ಇಲಾಖೆಯ ಸಹಾಯಕ ನಿರ್ದೇಶಕರು ತಿಳಿಸಿದ್ದಾರೆ. ನ.26 ಮತ್ತು 27 ರಂದು ನಗರದ ಡಾ.ಜೋಳದರಾಶಿ ದೊಡ್ಡನಗೌಡ ರಂಗಮಂದಿರದಲ್ಲಿ ಜಿಲ್ಲಾಮಟ್ಟದ ಕಲಾಪ್ರತಿಭೋತ್ಸವ ಕಾರ್ಯಕ್ರಮ ಆಯೋಜಿಸಲಾಗಿದೆ. ಬಾಲ ಪ್ರತಿಭೆ ಹಾಗೂ ಕಿಶೋರ ಪ್ರತಿಭೆ ವಿಭಾಗಗಳಲ್ಲಿ ಶಾಸ್ತ್ರೀಯ ಸಂಗೀತ, ಸುಗಮ ಸಂಗೀತ, ಜಾನಪದ ಗೀತೆ, ಭರತನಾಟ್ಯ, ಚಿತ್ರಕಲೆ ಸ್ಪರ್ಧೆಗಳು ನಡೆಯಲಿವೆ. ಬಾಲ ಪ್ರತಿಭೆ 08 ರಿಂದ 14 ವರ್ಷದ ಒಳಗಿನ ಹಾಗೂ ಕಿಶೋರ ಪ್ರತಿಭೆ 14 ರಿಂದ 18 ವರ್ಷದ ಒಳಗಿನ ಮಕ್ಕಳು ಭಾಗವಹಿಸಬಹುದು. ಯುವ ಪ್ರತಿಭೆ 18 ರಿಂದ 30 ವರ್ಷದೊಳಗಿನವರು ಭಾಗವಹಿಸಬಹುದು. ಸ್ಪರ್ಧೆಯಲ್ಲಿ ಭಾಗವಹಿಸುವ ಕಲಾವಿದರು ವಯಸ್ಸಿನ ದೃಢೀಕರಣ ಪತ್ರ ಹಾಗೂ ಭಾವಚಿತ್ರದೊಂದಿಗೆ ಅರ್ಜಿ ಸಲ್ಲಿಸಬೇಕು. ಹೆಚ್ಚಿನ ಮಾಹಿತಿಗಾಗಿ ದೂ.ಸಂ: 08392-275182 ಗೆ ಸಂಪರ್ಕಿಸಬಹುದು ಎಂದು ಪ್ರಕಟಣೆಯಲ್ಲಿ ತಿಳಿಸಿದ್ದಾರೆ. <box>42 1356 534 1491</box>
person-figure <box>334 230 370 344</box>
festival-banner: ಸಂಭ್ರಮದ ಜೋಡಿ ಮಹಾರಥೋತ್ಸವ <box>575 1302 1075 1350</box>
issue-date: ಗುರುವಾರ 06 ನವೆಂಬರ್ 2025 <box>30 51 295 78</box>
brief-heading: ಶವ ಪತ್ತೆ : ಪ್ರಕರಣ ದಾಖಲು <box>1103 833 1445 873</box>
